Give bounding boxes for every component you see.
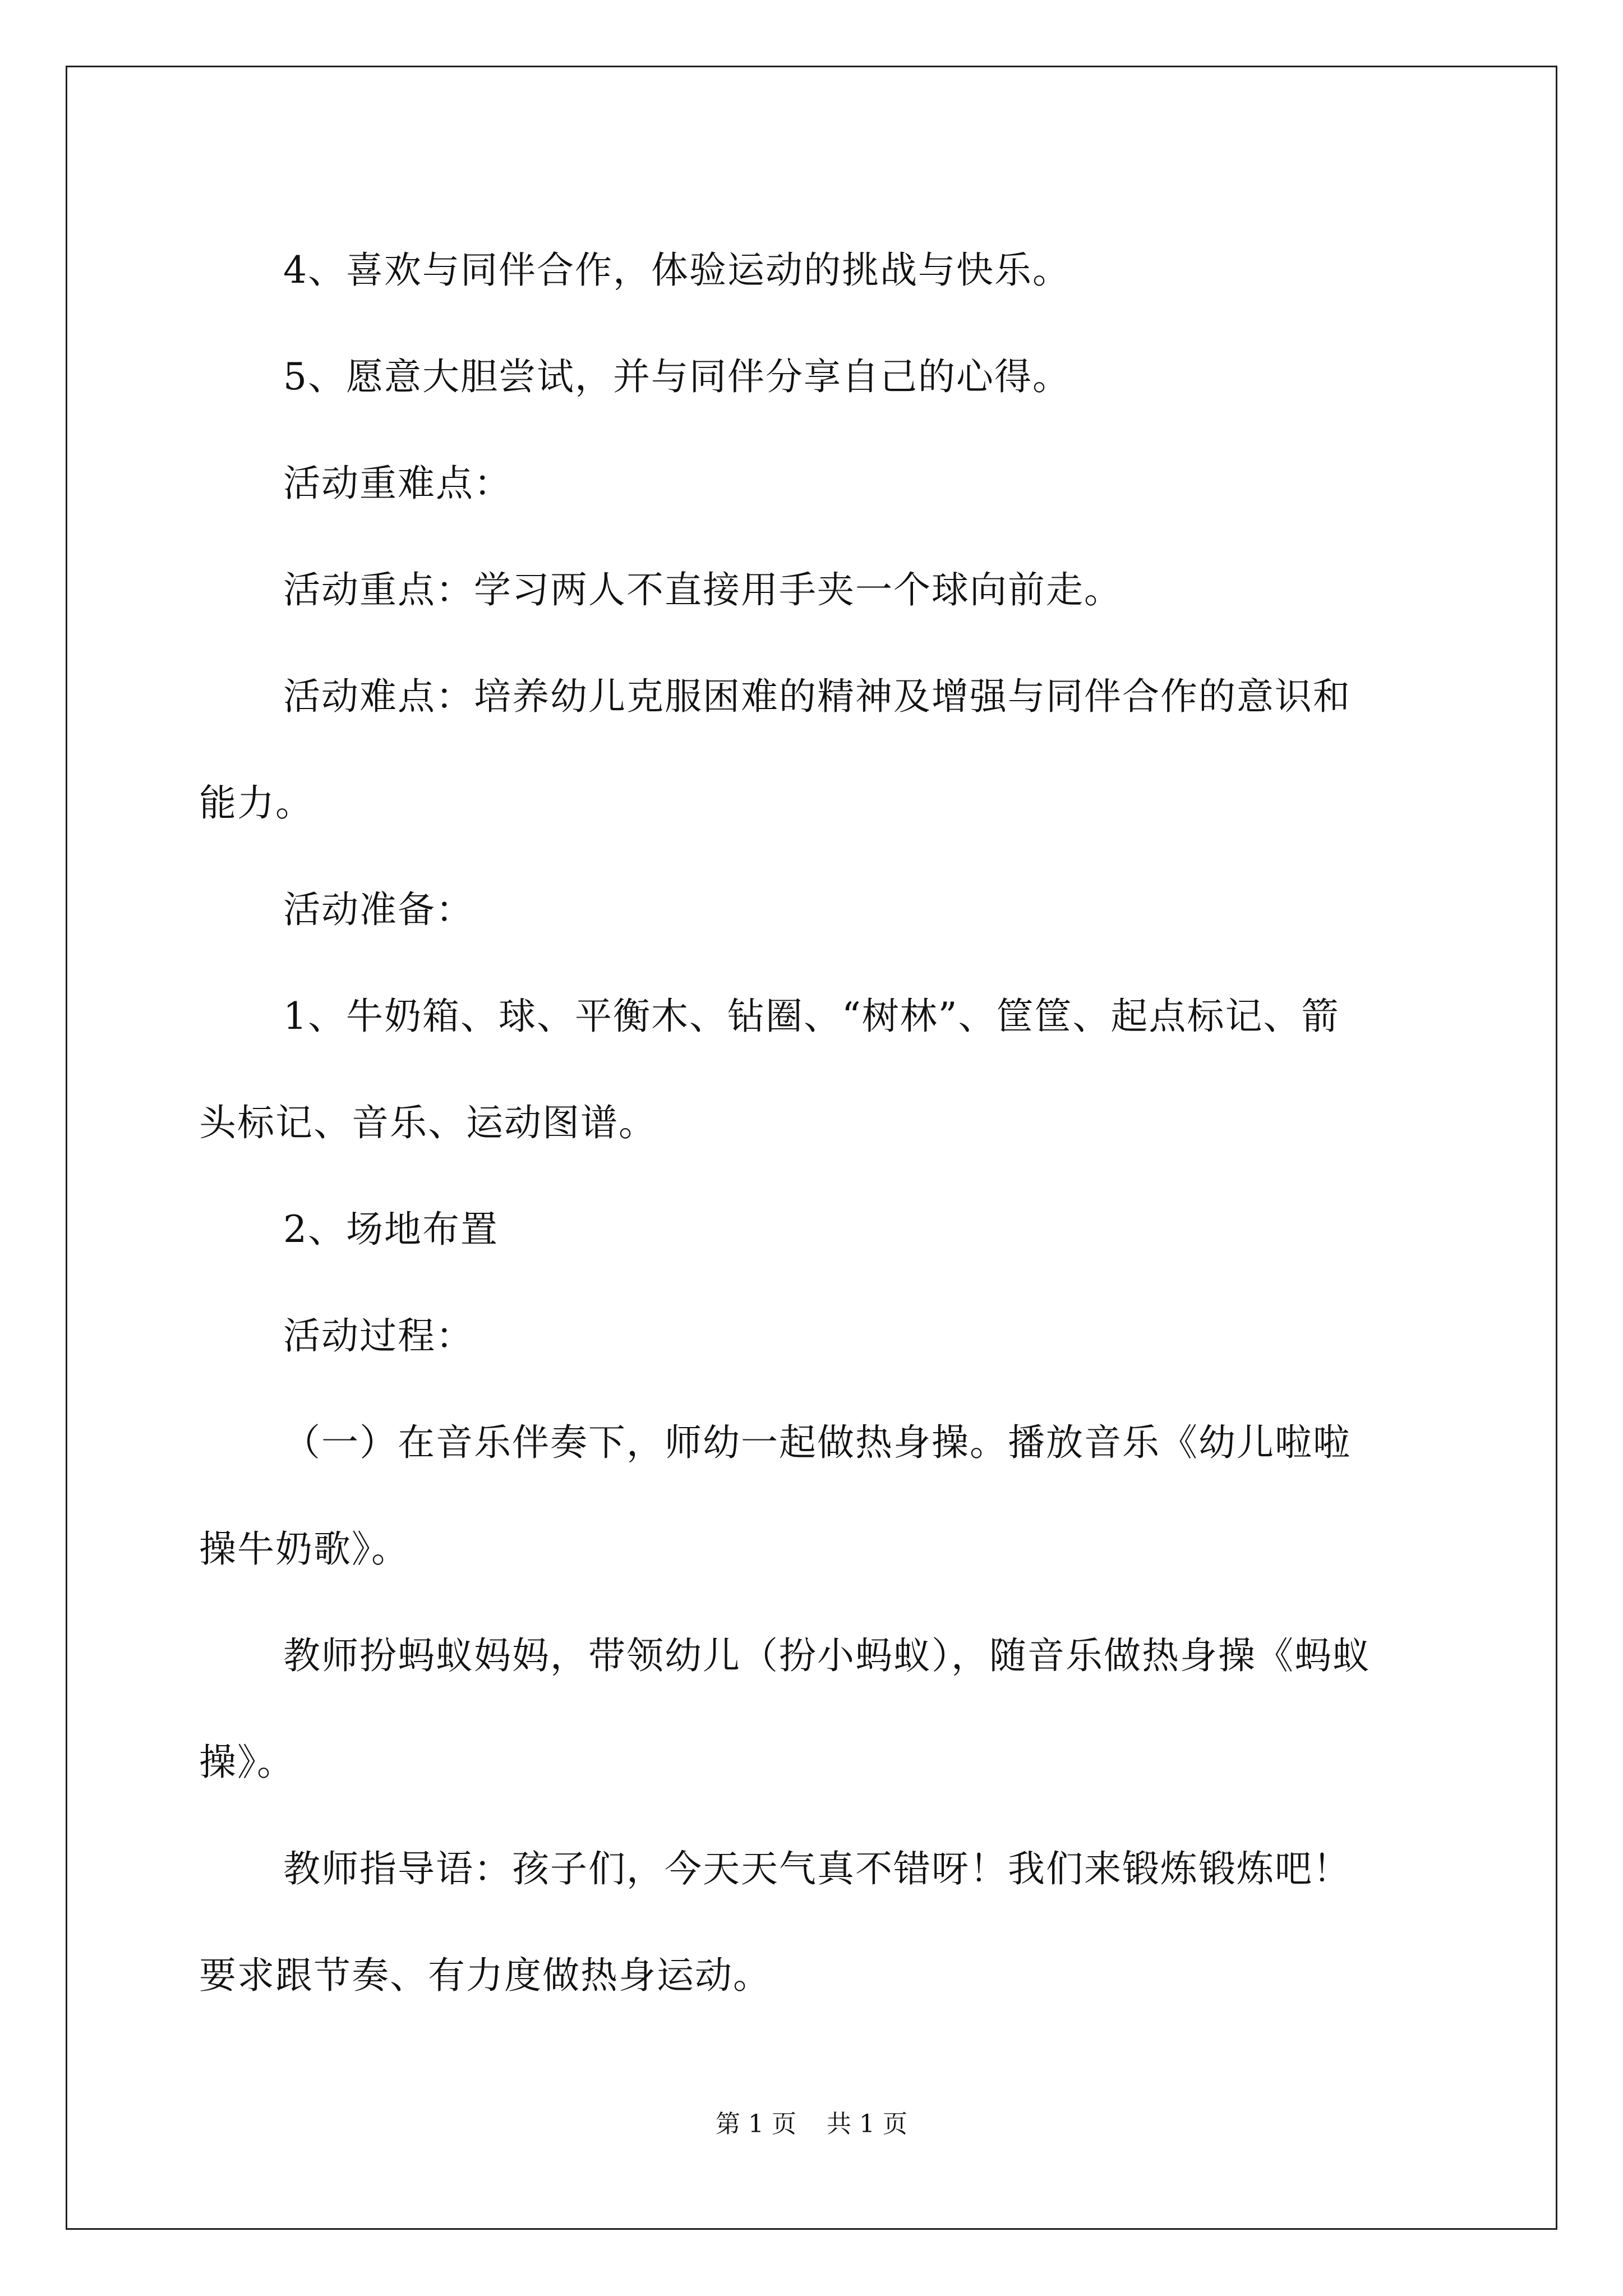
section-heading: 活动准备： xyxy=(283,888,474,931)
paragraph-line: 教师指导语：孩子们，今天天气真不错呀！我们来锻炼锻炼吧！ xyxy=(283,1847,1351,1890)
page-footer xyxy=(0,2104,1623,2139)
paragraph-line: 操牛奶歌》。 xyxy=(199,1527,409,1571)
page-number: 第 1 页 xyxy=(716,2110,796,2138)
paragraph-line: 1、牛奶箱、球、平衡木、钻圈、“树林”、筐筐、起点标记、箭 xyxy=(283,995,1340,1038)
paragraph-line: 4、喜欢与同伴合作，体验运动的挑战与快乐。 xyxy=(283,249,1071,292)
paragraph-line: 教师扮蚂蚁妈妈，带领幼儿（扮小蚂蚁），随音乐做热身操《蚂蚁 xyxy=(283,1634,1371,1677)
paragraph-line: 活动难点：培养幼儿克服困难的精神及增强与同伴合作的意识和 xyxy=(283,675,1351,718)
section-heading: 活动过程： xyxy=(283,1314,474,1358)
document-body xyxy=(199,217,1425,2029)
paragraph-line: （一）在音乐伴奏下，师幼一起做热身操。播放音乐《幼儿啦啦 xyxy=(283,1421,1351,1464)
paragraph-line: 要求跟节奏、有力度做热身运动。 xyxy=(199,1954,771,1997)
paragraph-line: 活动重点：学习两人不直接用手夹一个球向前走。 xyxy=(283,568,1122,611)
paragraph-line: 能力。 xyxy=(199,781,313,825)
section-heading: 活动重难点： xyxy=(283,462,512,505)
paragraph-line: 头标记、音乐、运动图谱。 xyxy=(199,1101,657,1144)
paragraph-line: 5、愿意大胆尝试，并与同伴分享自己的心得。 xyxy=(283,355,1071,398)
page-total: 共 1 页 xyxy=(827,2110,907,2138)
paragraph-line: 2、场地布置 xyxy=(283,1208,499,1251)
paragraph-line: 操》。 xyxy=(199,1741,295,1784)
